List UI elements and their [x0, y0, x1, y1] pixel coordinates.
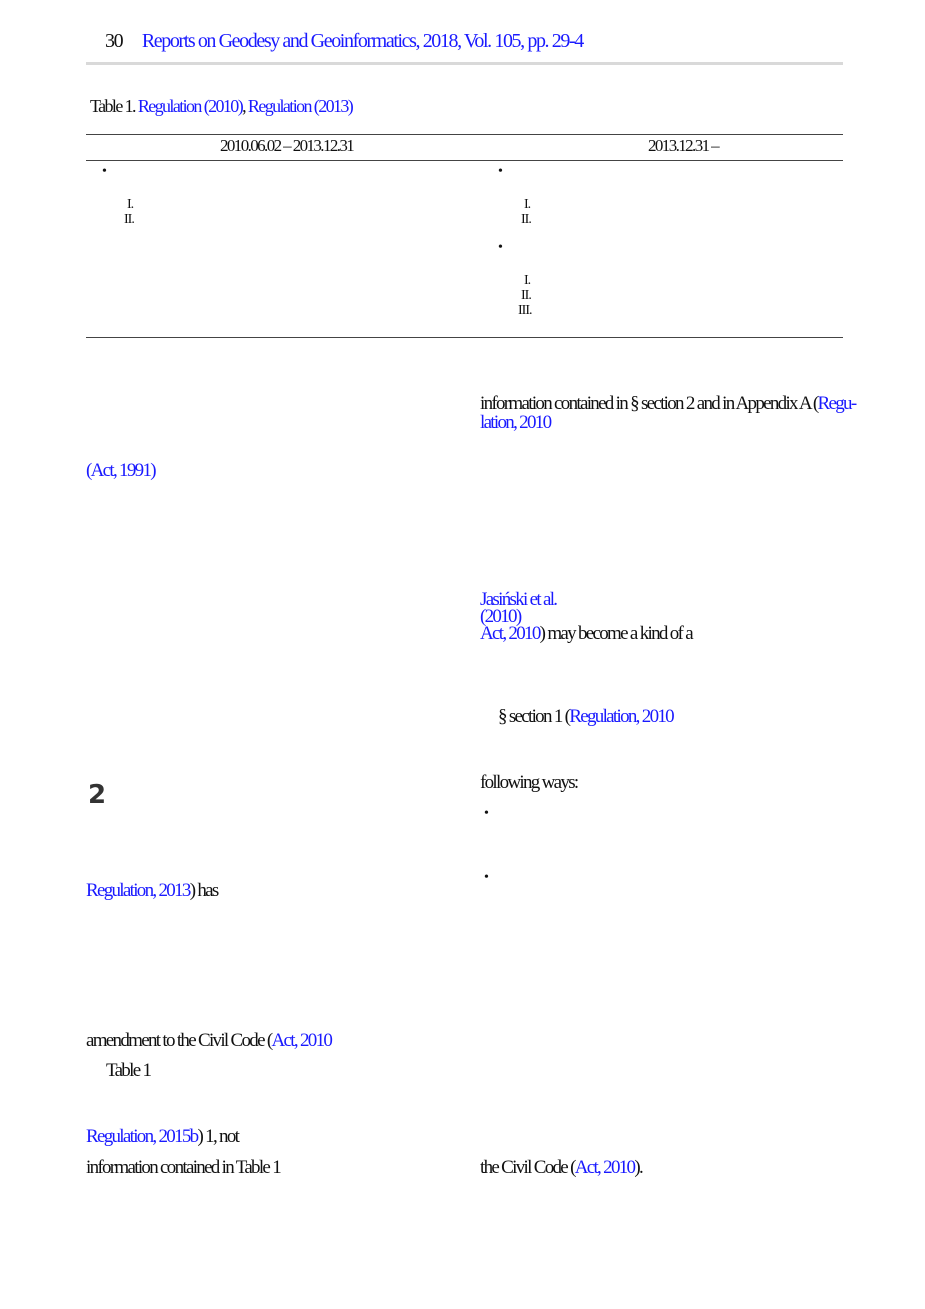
- reg2013-line: [86, 880, 218, 902]
- table-col2-item: II.: [521, 212, 531, 227]
- header-rule: [86, 62, 843, 65]
- amendment-ref[interactable]: Act, 2010: [271, 1030, 332, 1051]
- table-col2-item: II.: [521, 288, 531, 303]
- reg2015-tail: ) 1, not: [197, 1126, 239, 1147]
- table-top-rule: [86, 134, 843, 135]
- amendment-text: amendment to the Civil Code (: [86, 1030, 272, 1051]
- table-ref-line: [106, 1060, 150, 1082]
- act-line: [480, 623, 692, 645]
- table-col1-bullet: •: [102, 164, 107, 179]
- info-sentence: information contained in § section 2 and in Appendix A (: [480, 393, 818, 414]
- act-ref[interactable]: Act, 2010: [480, 623, 540, 644]
- reg2013-tail: ) has: [189, 880, 218, 901]
- civil-text: the Civil Code (: [480, 1157, 575, 1178]
- table-col1-item: II.: [124, 212, 134, 227]
- table-col2-bullet: •: [498, 240, 503, 255]
- section-line: [498, 706, 673, 728]
- table-col2-header: 2013.12.31 –: [648, 136, 719, 155]
- info-ref-a[interactable]: Regu-: [817, 393, 856, 414]
- info-table-line: information contained in Table 1: [86, 1157, 281, 1178]
- section-ref[interactable]: Regulation, 2010: [569, 706, 673, 727]
- section-number: 2: [88, 780, 107, 810]
- table-col2-item: I.: [524, 197, 531, 212]
- page-number: 30: [105, 30, 123, 52]
- author-year[interactable]: (2010): [480, 606, 521, 627]
- table-col1-item: I.: [127, 197, 134, 212]
- table-col2-bullet: •: [498, 164, 503, 179]
- table-header-rule: [86, 160, 843, 161]
- info-ref-b[interactable]: lation, 2010: [480, 412, 551, 433]
- table-ref: Table 1: [106, 1060, 151, 1081]
- table-col1-header: 2010.06.02 – 2013.12.31: [220, 136, 354, 155]
- table-bottom-rule: [86, 337, 843, 338]
- reg2015-line: [86, 1126, 238, 1148]
- table-label: Table 1.: [90, 96, 135, 116]
- amendment-line: [86, 1030, 331, 1052]
- section-text: § section 1 (: [498, 706, 570, 727]
- civil-ref[interactable]: Act, 2010: [574, 1157, 635, 1178]
- right-bullet: •: [484, 806, 489, 821]
- author-ref[interactable]: Jasiński et al.: [480, 589, 557, 610]
- caption-separator: ,: [242, 96, 246, 116]
- following-text: following ways:: [480, 772, 578, 793]
- civil-tail: ).: [634, 1157, 643, 1178]
- table-caption: [90, 96, 352, 117]
- civil-line: [480, 1157, 642, 1179]
- caption-ref-regulation-2010[interactable]: Regulation (2010): [137, 96, 243, 116]
- table-col2-item: I.: [524, 273, 531, 288]
- act-tail: ) may become a kind of a: [539, 623, 692, 644]
- cite-act-1991[interactable]: (Act, 1991): [86, 460, 155, 481]
- journal-title[interactable]: Reports on Geodesy and Geoinformatics, 2018, Vol. 105, pp. 29-4: [141, 30, 583, 52]
- reg2015-ref[interactable]: Regulation, 2015b: [86, 1126, 198, 1147]
- running-header: [105, 30, 583, 53]
- caption-ref-regulation-2013[interactable]: Regulation (2013): [247, 96, 353, 116]
- right-bullet: •: [484, 870, 489, 885]
- table-col2-item: III.: [518, 303, 532, 318]
- reg2013-ref[interactable]: Regulation, 2013: [86, 880, 190, 901]
